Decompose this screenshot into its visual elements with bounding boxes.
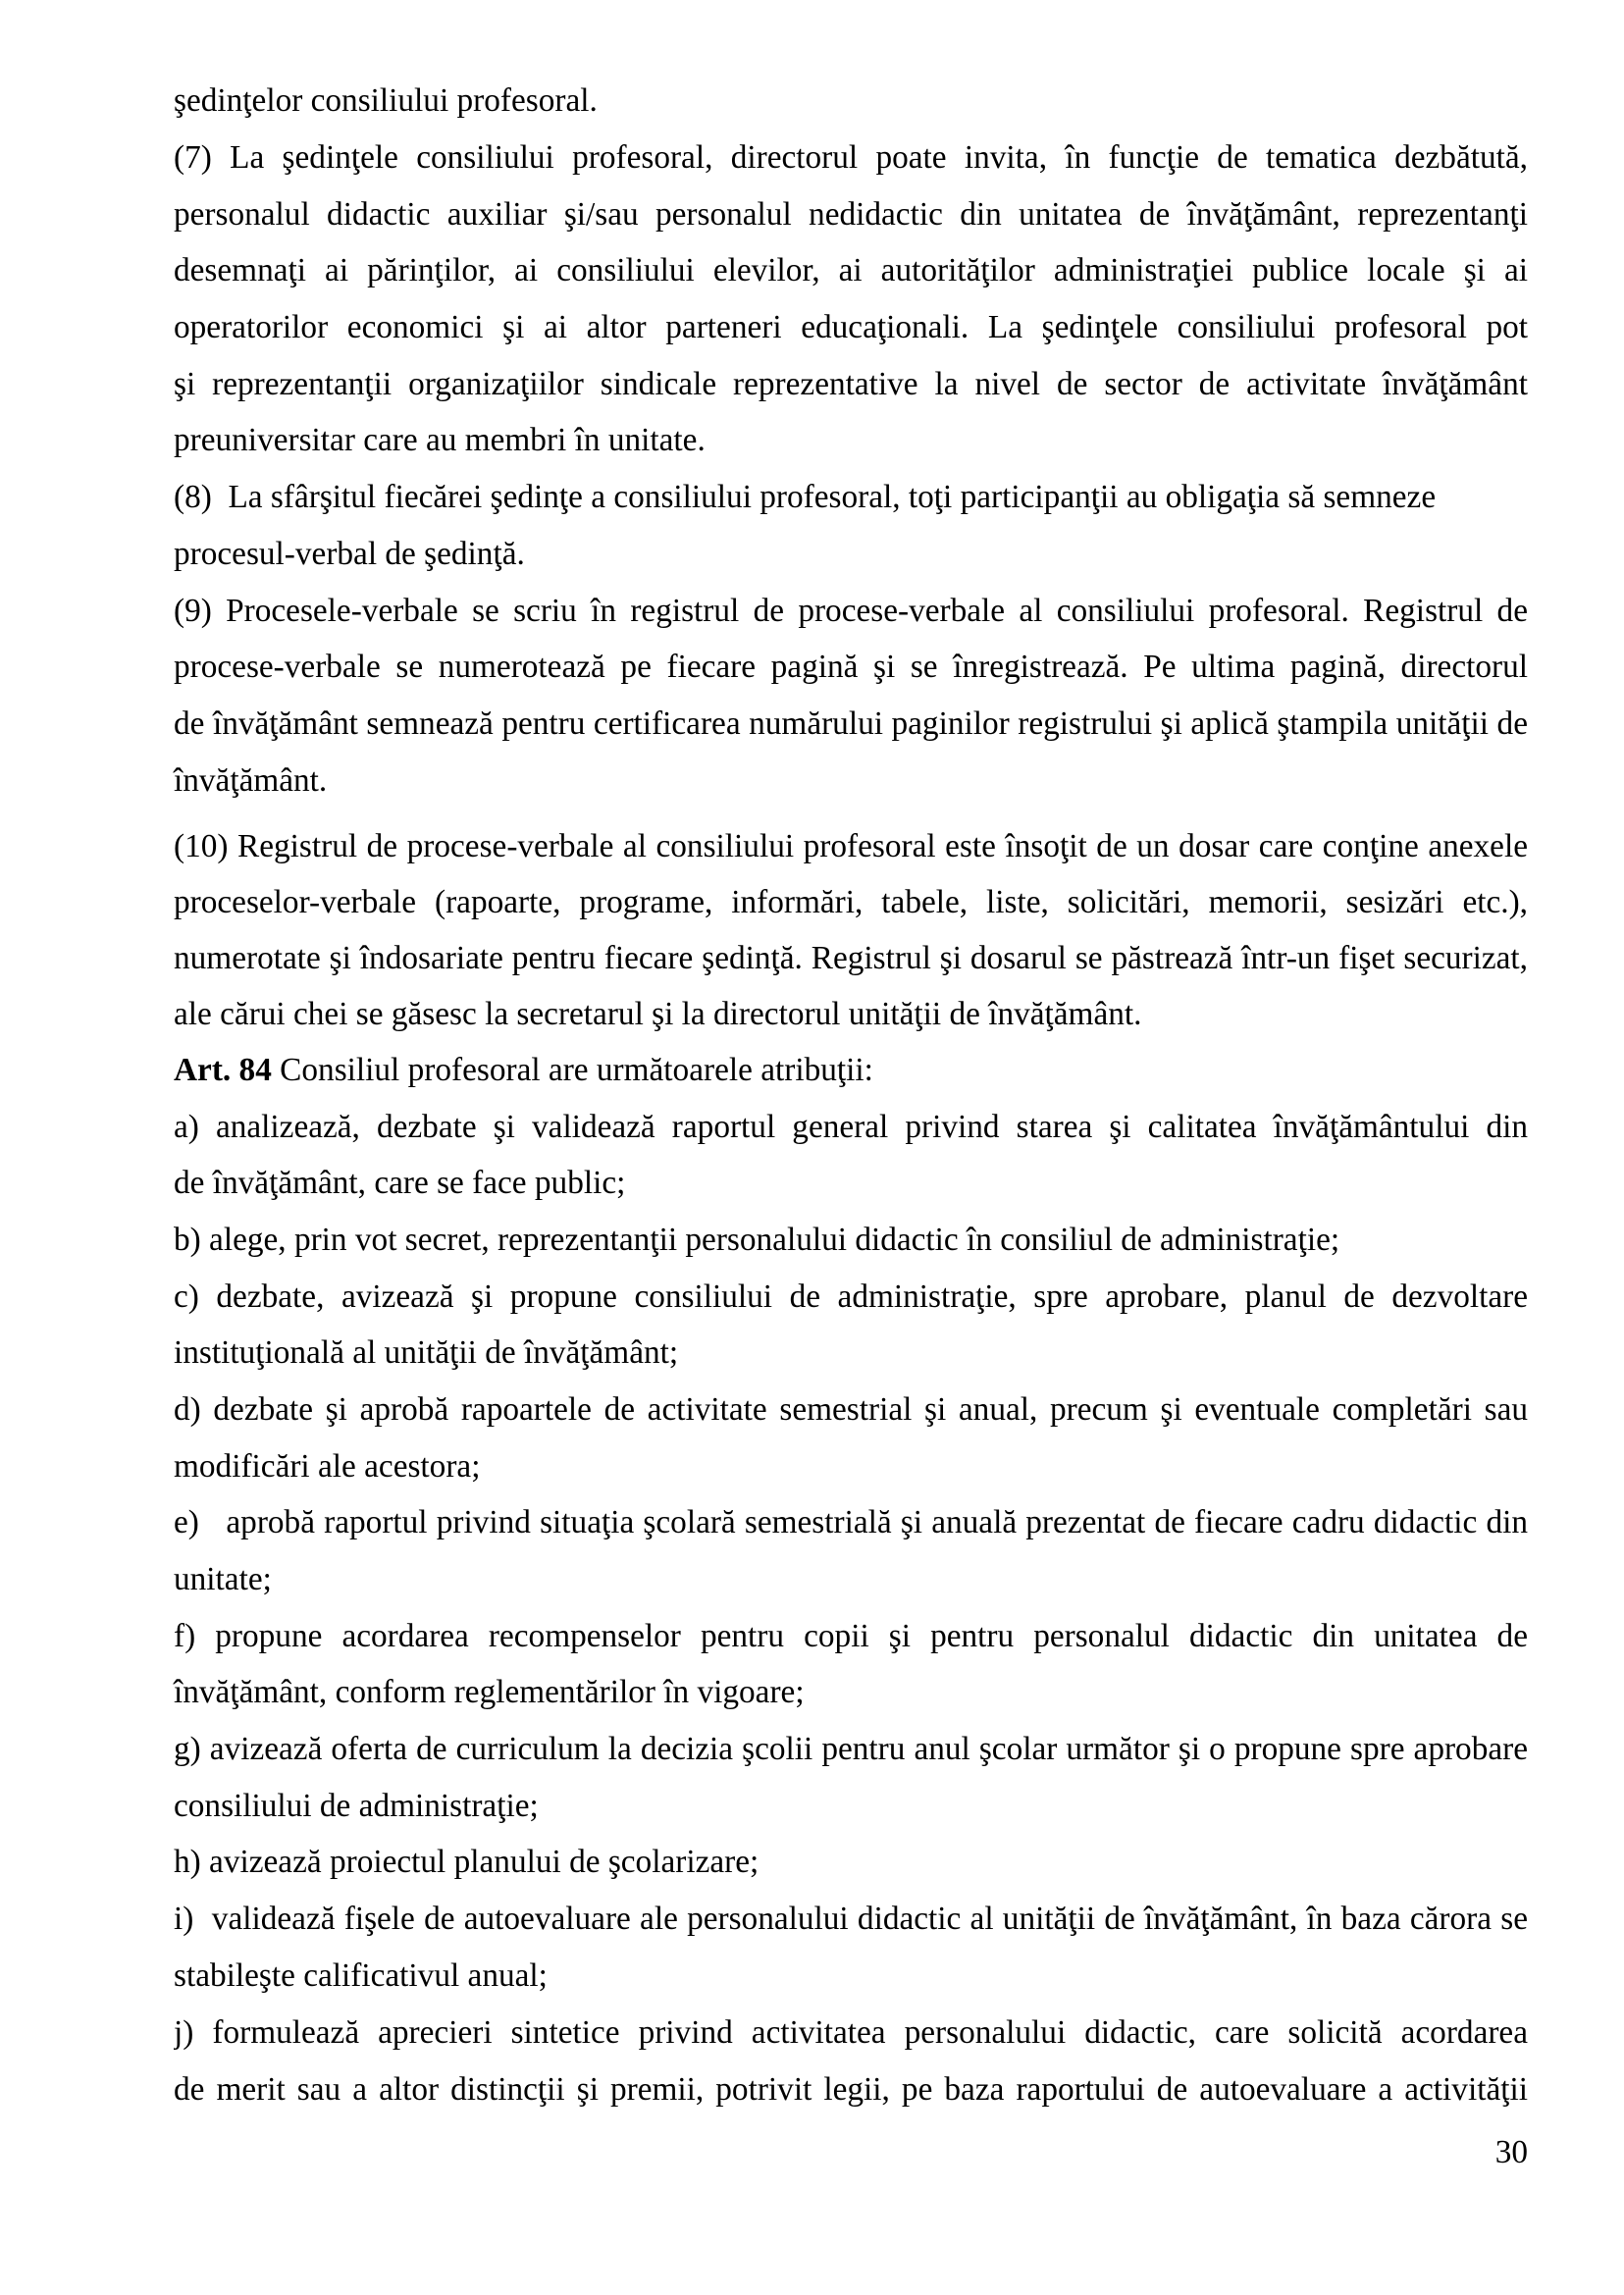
paragraph-10-line-1: (10) Registrul de procese-verbale al consiliului profesoral este însoţit de un dosar care conţine anexele bbox=[174, 828, 1528, 864]
paragraph-10-line-4: ale cărui chei se găsesc la secretarul şi la directorul unităţii de învăţământ. bbox=[174, 996, 1142, 1032]
item-d-line-1: d) dezbate şi aprobă rapoartele de activitate semestrial şi anual, precum şi eventuale completări sau bbox=[174, 1391, 1528, 1428]
item-j-line-2: de merit sau a altor distincţii şi premii, potrivit legii, pe baza raportului de autoevaluare a activităţii bbox=[174, 2071, 1528, 2108]
item-a-line-1: a) analizează, dezbate şi validează raportul general privind starea şi calitatea învăţământului din bbox=[174, 1109, 1528, 1145]
item-e-line-1: e) aprobă raportul privind situaţia şcolară semestrială şi anuală prezentat de fiecare cadru didactic din bbox=[174, 1504, 1528, 1540]
paragraph-7-line-2: personalul didactic auxiliar şi/sau personalul nedidactic din unitatea de învăţământ, reprezentanţi bbox=[174, 196, 1528, 233]
item-e-line-2: unitate; bbox=[174, 1561, 272, 1597]
article-intro-text: Consiliul profesoral are următoarele atribuţii: bbox=[271, 1052, 873, 1088]
paragraph-9-line-3: de învăţământ semnează pentru certificarea numărului paginilor registrului şi aplică ştampila unităţii de bbox=[174, 705, 1528, 742]
page-number: 30 bbox=[1494, 2134, 1528, 2170]
article-number: Art. 84 bbox=[174, 1052, 272, 1088]
paragraph-7-line-6: preuniversitar care au membri în unitate. bbox=[174, 422, 706, 458]
item-i-line-1: i) validează fişele de autoevaluare ale personalului didactic al unităţii de învăţământ, în baza cărora se bbox=[174, 1901, 1528, 1937]
item-c-line-1: c) dezbate, avizează şi propune consiliului de administraţie, spre aprobare, planul de dezvoltare bbox=[174, 1278, 1528, 1315]
item-g-line-2: consiliului de administraţie; bbox=[174, 1788, 539, 1824]
item-b-line-1: b) alege, prin vot secret, reprezentanţii personalului didactic în consiliul de administraţie; bbox=[174, 1222, 1340, 1258]
paragraph-7-line-4: operatorilor economici şi ai altor parteneri educaţionali. La şedinţele consiliului profesoral pot bbox=[174, 309, 1528, 345]
paragraph-10-line-3: numerotate şi îndosariate pentru fiecare şedinţă. Registrul şi dosarul se păstrează într-un fişet securizat, bbox=[174, 940, 1528, 976]
article-84-heading bbox=[174, 1051, 1528, 1090]
item-d-line-2: modificări ale acestora; bbox=[174, 1448, 481, 1485]
paragraph-8-line-2: procesul-verbal de şedinţă. bbox=[174, 536, 525, 572]
item-a-line-2: de învăţământ, care se face public; bbox=[174, 1165, 626, 1201]
text-line-continuation: şedinţelor consiliului profesoral. bbox=[174, 82, 598, 119]
item-i-line-2: stabileşte calificativul anual; bbox=[174, 1957, 548, 1994]
paragraph-9-line-4: învăţământ. bbox=[174, 762, 328, 799]
paragraph-7-line-3: desemnaţi ai părinţilor, ai consiliului elevilor, ai autorităţilor administraţiei publice locale şi ai bbox=[174, 252, 1528, 288]
item-f-line-2: învăţământ, conform reglementărilor în vigoare; bbox=[174, 1674, 805, 1710]
item-f-line-1: f) propune acordarea recompenselor pentru copii şi pentru personalul didactic din unitatea de bbox=[174, 1618, 1528, 1654]
paragraph-10-line-2: proceselor-verbale (rapoarte, programe, informări, tabele, liste, solicitări, memorii, sesizări etc.), bbox=[174, 884, 1528, 920]
paragraph-9-line-1: (9) Procesele-verbale se scriu în registrul de procese-verbale al consiliului profesoral. Registrul de bbox=[174, 593, 1528, 629]
paragraph-7-line-1: (7) La şedinţele consiliului profesoral, directorul poate invita, în funcţie de tematica dezbătută, bbox=[174, 139, 1528, 176]
paragraph-7-line-5: şi reprezentanţii organizaţiilor sindicale reprezentative la nivel de sector de activitate învăţământ bbox=[174, 366, 1528, 402]
item-c-line-2: instituţională al unităţii de învăţământ; bbox=[174, 1334, 679, 1371]
paragraph-8-line-1: (8) La sfârşitul fiecărei şedinţe a consiliului profesoral, toţi participanţii au obligaţia să semneze bbox=[174, 479, 1437, 515]
item-g-line-1: g) avizează oferta de curriculum la decizia şcolii pentru anul şcolar următor şi o propune spre aprobare bbox=[174, 1731, 1528, 1767]
item-h-line-1: h) avizează proiectul planului de şcolarizare; bbox=[174, 1844, 760, 1880]
paragraph-9-line-2: procese-verbale se numerotează pe fiecare pagină şi se înregistrează. Pe ultima pagină, directorul bbox=[174, 649, 1528, 685]
item-j-line-1: j) formulează aprecieri sintetice privind activitatea personalului didactic, care solicită acordarea bbox=[174, 2014, 1528, 2051]
